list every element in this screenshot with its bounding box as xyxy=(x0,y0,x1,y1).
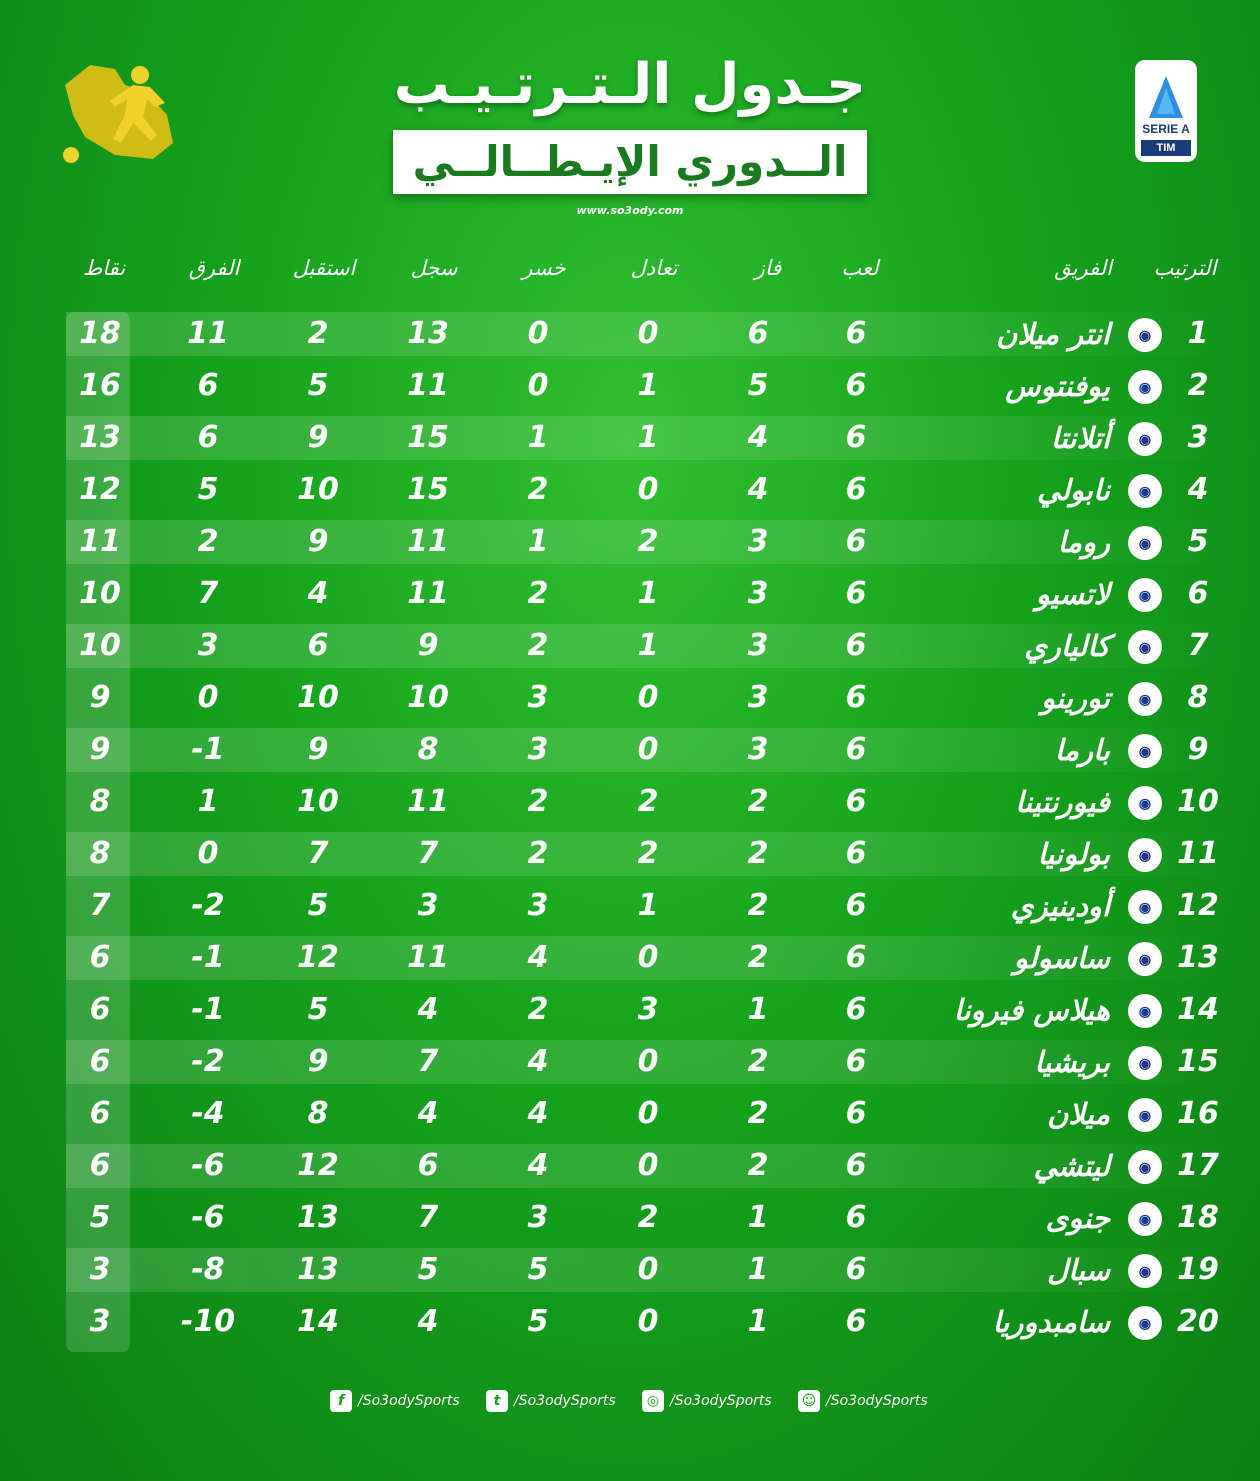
goals-for-cell: 6 xyxy=(417,1148,439,1183)
diff-cell: -10 xyxy=(180,1304,236,1339)
played-cell: 6 xyxy=(845,472,867,507)
points-cell: 13 xyxy=(79,420,121,455)
team-name: بريشيا xyxy=(1034,1045,1110,1079)
won-cell: 3 xyxy=(747,680,769,715)
team-crest-icon: ◉ xyxy=(1128,1098,1162,1132)
team-crest-icon: ◉ xyxy=(1128,474,1162,508)
goals-against-cell: 13 xyxy=(297,1200,339,1235)
lost-cell: 4 xyxy=(527,940,549,975)
drawn-cell: 0 xyxy=(637,1304,659,1339)
points-cell: 8 xyxy=(89,784,111,819)
lost-cell: 5 xyxy=(527,1252,549,1287)
lost-cell: 5 xyxy=(527,1304,549,1339)
goals-for-cell: 11 xyxy=(407,576,449,611)
won-cell: 2 xyxy=(747,940,769,975)
rank-cell: 13 xyxy=(1177,940,1219,975)
goals-for-cell: 5 xyxy=(417,1252,439,1287)
played-cell: 6 xyxy=(845,420,867,455)
table-row xyxy=(66,728,1226,772)
drawn-cell: 0 xyxy=(637,472,659,507)
diff-cell: 2 xyxy=(197,524,219,559)
played-cell: 6 xyxy=(845,680,867,715)
table-row xyxy=(66,676,1226,720)
drawn-cell: 0 xyxy=(637,732,659,767)
goals-against-cell: 4 xyxy=(307,576,329,611)
diff-cell: 6 xyxy=(197,368,219,403)
goals-against-cell: 9 xyxy=(307,732,329,767)
lost-cell: 4 xyxy=(527,1096,549,1131)
team-name: ميلان xyxy=(1047,1097,1110,1131)
played-cell: 6 xyxy=(845,1200,867,1235)
diff-cell: 6 xyxy=(197,420,219,455)
rank-cell: 1 xyxy=(1187,316,1209,351)
goals-for-cell: 7 xyxy=(417,1044,439,1079)
lost-cell: 0 xyxy=(527,368,549,403)
rank-cell: 8 xyxy=(1187,680,1209,715)
website-url: www.so3ody.com xyxy=(576,204,684,217)
won-cell: 3 xyxy=(747,732,769,767)
team-crest-icon: ◉ xyxy=(1128,1254,1162,1288)
table-row xyxy=(66,416,1226,460)
team-crest-icon: ◉ xyxy=(1128,370,1162,404)
table-row xyxy=(66,624,1226,668)
diff-cell: -6 xyxy=(191,1148,225,1183)
goals-for-cell: 11 xyxy=(407,368,449,403)
played-cell: 6 xyxy=(845,732,867,767)
goals-for-cell: 4 xyxy=(417,1096,439,1131)
rank-cell: 14 xyxy=(1177,992,1219,1027)
won-cell: 3 xyxy=(747,576,769,611)
diff-cell: -1 xyxy=(191,940,225,975)
header-team: الفريق xyxy=(1054,256,1112,280)
won-cell: 4 xyxy=(747,420,769,455)
diff-cell: -2 xyxy=(191,888,225,923)
header-played: لعب xyxy=(841,256,879,280)
rank-cell: 4 xyxy=(1187,472,1209,507)
points-cell: 9 xyxy=(89,732,111,767)
played-cell: 6 xyxy=(845,1252,867,1287)
table-row xyxy=(66,780,1226,824)
won-cell: 2 xyxy=(747,836,769,871)
played-cell: 6 xyxy=(845,1148,867,1183)
lost-cell: 0 xyxy=(527,316,549,351)
team-crest-icon: ◉ xyxy=(1128,1150,1162,1184)
team-crest-icon: ◉ xyxy=(1128,942,1162,976)
page-title: جـدول الـتـرتـيـب xyxy=(393,52,867,117)
drawn-cell: 1 xyxy=(637,888,659,923)
team-name: كالياري xyxy=(1024,629,1110,663)
diff-cell: 7 xyxy=(197,576,219,611)
table-row xyxy=(66,468,1226,512)
points-cell: 6 xyxy=(89,1148,111,1183)
goals-against-cell: 5 xyxy=(307,992,329,1027)
points-cell: 6 xyxy=(89,1044,111,1079)
table-row xyxy=(66,936,1226,980)
points-cell: 16 xyxy=(79,368,121,403)
goals-for-cell: 11 xyxy=(407,784,449,819)
team-crest-icon: ◉ xyxy=(1128,786,1162,820)
diff-cell: 5 xyxy=(197,472,219,507)
lost-cell: 4 xyxy=(527,1044,549,1079)
goals-for-cell: 15 xyxy=(407,420,449,455)
table-row xyxy=(66,988,1226,1032)
rank-cell: 16 xyxy=(1177,1096,1219,1131)
points-cell: 6 xyxy=(89,992,111,1027)
subtitle-box xyxy=(393,130,867,194)
won-cell: 2 xyxy=(747,1096,769,1131)
header-won: فاز xyxy=(754,256,782,280)
so3ody-brand-logo xyxy=(55,55,185,170)
team-crest-icon: ◉ xyxy=(1128,422,1162,456)
team-crest-icon: ◉ xyxy=(1128,630,1162,664)
team-name: روما xyxy=(1057,525,1110,559)
rank-cell: 9 xyxy=(1187,732,1209,767)
diff-cell: 11 xyxy=(187,316,229,351)
header-lost: خسر xyxy=(522,256,566,280)
team-name: انتر ميلان xyxy=(996,317,1110,351)
drawn-cell: 2 xyxy=(637,784,659,819)
played-cell: 6 xyxy=(845,784,867,819)
goals-for-cell: 9 xyxy=(417,628,439,663)
played-cell: 6 xyxy=(845,524,867,559)
diff-cell: -1 xyxy=(191,732,225,767)
goals-against-cell: 8 xyxy=(307,1096,329,1131)
diff-cell: -6 xyxy=(191,1200,225,1235)
goals-for-cell: 13 xyxy=(407,316,449,351)
goals-against-cell: 5 xyxy=(307,368,329,403)
goals-against-cell: 12 xyxy=(297,940,339,975)
team-name: بارما xyxy=(1054,733,1110,767)
serie-a-shield-icon xyxy=(1147,74,1185,120)
goals-against-cell: 7 xyxy=(307,836,329,871)
diff-cell: 3 xyxy=(197,628,219,663)
points-cell: 7 xyxy=(89,888,111,923)
lost-cell: 2 xyxy=(527,628,549,663)
serie-a-logo xyxy=(1135,60,1197,162)
won-cell: 2 xyxy=(747,1044,769,1079)
rank-cell: 11 xyxy=(1177,836,1219,871)
rank-cell: 15 xyxy=(1177,1044,1219,1079)
played-cell: 6 xyxy=(845,628,867,663)
played-cell: 6 xyxy=(845,888,867,923)
goals-against-cell: 10 xyxy=(297,784,339,819)
social-handle: /So3odySports xyxy=(358,1393,460,1409)
drawn-cell: 1 xyxy=(637,420,659,455)
diff-cell: 0 xyxy=(197,680,219,715)
team-name: فيورنتينا xyxy=(1015,785,1110,819)
lost-cell: 2 xyxy=(527,784,549,819)
goals-for-cell: 11 xyxy=(407,524,449,559)
won-cell: 4 xyxy=(747,472,769,507)
points-cell: 18 xyxy=(79,316,121,351)
diff-cell: -2 xyxy=(191,1044,225,1079)
social-handle: /So3odySports xyxy=(514,1393,616,1409)
goals-against-cell: 14 xyxy=(297,1304,339,1339)
team-name: أتلانتا xyxy=(1050,421,1110,455)
goals-for-cell: 10 xyxy=(407,680,449,715)
drawn-cell: 1 xyxy=(637,368,659,403)
table-row xyxy=(66,520,1226,564)
social-links xyxy=(330,1386,950,1416)
drawn-cell: 2 xyxy=(637,524,659,559)
lost-cell: 3 xyxy=(527,1200,549,1235)
team-name: لاتسيو xyxy=(1035,577,1110,611)
rank-cell: 6 xyxy=(1187,576,1209,611)
points-cell: 6 xyxy=(89,1096,111,1131)
goals-against-cell: 12 xyxy=(297,1148,339,1183)
goals-for-cell: 11 xyxy=(407,940,449,975)
lost-cell: 1 xyxy=(527,524,549,559)
goals-against-cell: 13 xyxy=(297,1252,339,1287)
team-crest-icon: ◉ xyxy=(1128,1046,1162,1080)
lost-cell: 1 xyxy=(527,420,549,455)
lost-cell: 3 xyxy=(527,680,549,715)
twitter-icon: t xyxy=(486,1390,508,1412)
rank-cell: 18 xyxy=(1177,1200,1219,1235)
rank-cell: 5 xyxy=(1187,524,1209,559)
points-cell: 10 xyxy=(79,628,121,663)
rank-cell: 10 xyxy=(1177,784,1219,819)
rank-cell: 20 xyxy=(1177,1304,1219,1339)
goals-against-cell: 9 xyxy=(307,524,329,559)
drawn-cell: 0 xyxy=(637,1148,659,1183)
drawn-cell: 2 xyxy=(637,836,659,871)
table-row xyxy=(66,572,1226,616)
goals-for-cell: 4 xyxy=(417,992,439,1027)
team-name: جنوى xyxy=(1045,1201,1110,1235)
page-subtitle: الــدوري الإيـطــالــي xyxy=(412,137,848,186)
social-link[interactable] xyxy=(330,1386,460,1416)
instagram-icon: ◎ xyxy=(642,1390,664,1412)
goals-for-cell: 7 xyxy=(417,836,439,871)
points-cell: 9 xyxy=(89,680,111,715)
goals-for-cell: 8 xyxy=(417,732,439,767)
drawn-cell: 3 xyxy=(637,992,659,1027)
rank-cell: 12 xyxy=(1177,888,1219,923)
rank-cell: 7 xyxy=(1187,628,1209,663)
table-row xyxy=(66,884,1226,928)
won-cell: 2 xyxy=(747,784,769,819)
played-cell: 6 xyxy=(845,576,867,611)
lost-cell: 2 xyxy=(527,576,549,611)
rank-cell: 3 xyxy=(1187,420,1209,455)
facebook-icon: f xyxy=(330,1390,352,1412)
won-cell: 1 xyxy=(747,1252,769,1287)
played-cell: 6 xyxy=(845,940,867,975)
team-crest-icon: ◉ xyxy=(1128,890,1162,924)
goals-against-cell: 10 xyxy=(297,472,339,507)
won-cell: 1 xyxy=(747,1200,769,1235)
points-cell: 3 xyxy=(89,1304,111,1339)
drawn-cell: 0 xyxy=(637,1252,659,1287)
lost-cell: 3 xyxy=(527,732,549,767)
drawn-cell: 0 xyxy=(637,680,659,715)
goals-against-cell: 5 xyxy=(307,888,329,923)
team-name: سامبدوريا xyxy=(992,1305,1110,1339)
points-cell: 10 xyxy=(79,576,121,611)
lost-cell: 2 xyxy=(527,472,549,507)
points-cell: 5 xyxy=(89,1200,111,1235)
played-cell: 6 xyxy=(845,836,867,871)
table-row xyxy=(66,364,1226,408)
drawn-cell: 0 xyxy=(637,1044,659,1079)
social-link[interactable] xyxy=(798,1386,928,1416)
team-crest-icon: ◉ xyxy=(1128,838,1162,872)
team-name: هيلاس فيرونا xyxy=(953,993,1110,1027)
team-name: بولونيا xyxy=(1037,837,1110,871)
social-handle: /So3odySports xyxy=(826,1393,928,1409)
team-name: ليتشي xyxy=(1033,1149,1110,1183)
goals-against-cell: 10 xyxy=(297,680,339,715)
team-name: يوفنتوس xyxy=(1005,369,1110,403)
won-cell: 5 xyxy=(747,368,769,403)
goals-for-cell: 15 xyxy=(407,472,449,507)
lost-cell: 3 xyxy=(527,888,549,923)
points-cell: 12 xyxy=(79,472,121,507)
played-cell: 6 xyxy=(845,1304,867,1339)
rank-cell: 19 xyxy=(1177,1252,1219,1287)
won-cell: 3 xyxy=(747,628,769,663)
team-crest-icon: ◉ xyxy=(1128,682,1162,716)
table-row xyxy=(66,312,1226,356)
team-name: نابولي xyxy=(1037,473,1110,507)
team-crest-icon: ◉ xyxy=(1128,526,1162,560)
goals-against-cell: 6 xyxy=(307,628,329,663)
team-crest-icon: ◉ xyxy=(1128,318,1162,352)
table-row xyxy=(66,1248,1226,1292)
won-cell: 6 xyxy=(747,316,769,351)
points-cell: 3 xyxy=(89,1252,111,1287)
goals-against-cell: 9 xyxy=(307,1044,329,1079)
team-name: أودينيزي xyxy=(1010,889,1110,923)
snapchat-icon: ☺ xyxy=(798,1390,820,1412)
lost-cell: 2 xyxy=(527,992,549,1027)
drawn-cell: 1 xyxy=(637,576,659,611)
table-row xyxy=(66,1300,1226,1344)
header-ga: استقبل xyxy=(292,256,356,280)
header-rank: الترتيب xyxy=(1153,256,1217,280)
team-name: ساسولو xyxy=(1013,941,1110,975)
won-cell: 3 xyxy=(747,524,769,559)
goals-for-cell: 3 xyxy=(417,888,439,923)
lost-cell: 2 xyxy=(527,836,549,871)
rank-cell: 17 xyxy=(1177,1148,1219,1183)
points-cell: 6 xyxy=(89,940,111,975)
header-drawn: تعادل xyxy=(630,256,678,280)
table-row xyxy=(66,832,1226,876)
rank-cell: 2 xyxy=(1187,368,1209,403)
serie-a-sponsor: TIM xyxy=(1141,140,1191,156)
played-cell: 6 xyxy=(845,368,867,403)
serie-a-label: SERIE A xyxy=(1142,122,1190,136)
drawn-cell: 1 xyxy=(637,628,659,663)
points-cell: 11 xyxy=(79,524,121,559)
goals-against-cell: 2 xyxy=(307,316,329,351)
diff-cell: 0 xyxy=(197,836,219,871)
social-link[interactable] xyxy=(486,1386,616,1416)
won-cell: 2 xyxy=(747,888,769,923)
diff-cell: -8 xyxy=(191,1252,225,1287)
diff-cell: 1 xyxy=(197,784,219,819)
social-handle: /So3odySports xyxy=(670,1393,772,1409)
table-row xyxy=(66,1092,1226,1136)
table-row xyxy=(66,1144,1226,1188)
social-link[interactable] xyxy=(642,1386,772,1416)
played-cell: 6 xyxy=(845,1096,867,1131)
drawn-cell: 0 xyxy=(637,316,659,351)
points-cell: 8 xyxy=(89,836,111,871)
team-crest-icon: ◉ xyxy=(1128,994,1162,1028)
played-cell: 6 xyxy=(845,1044,867,1079)
team-crest-icon: ◉ xyxy=(1128,578,1162,612)
team-crest-icon: ◉ xyxy=(1128,1202,1162,1236)
drawn-cell: 0 xyxy=(637,940,659,975)
drawn-cell: 0 xyxy=(637,1096,659,1131)
won-cell: 2 xyxy=(747,1148,769,1183)
header-diff: الفرق xyxy=(188,256,240,280)
goals-for-cell: 4 xyxy=(417,1304,439,1339)
drawn-cell: 2 xyxy=(637,1200,659,1235)
team-crest-icon: ◉ xyxy=(1128,1306,1162,1340)
table-row xyxy=(66,1196,1226,1240)
diff-cell: -4 xyxy=(191,1096,225,1131)
header-gf: سجل xyxy=(410,256,458,280)
team-crest-icon: ◉ xyxy=(1128,734,1162,768)
lost-cell: 4 xyxy=(527,1148,549,1183)
goals-against-cell: 9 xyxy=(307,420,329,455)
header-points: نقاط xyxy=(82,256,126,280)
played-cell: 6 xyxy=(845,992,867,1027)
won-cell: 1 xyxy=(747,1304,769,1339)
table-row xyxy=(66,1040,1226,1084)
won-cell: 1 xyxy=(747,992,769,1027)
played-cell: 6 xyxy=(845,316,867,351)
team-name: سبال xyxy=(1047,1253,1110,1287)
goals-for-cell: 7 xyxy=(417,1200,439,1235)
diff-cell: -1 xyxy=(191,992,225,1027)
team-name: تورينو xyxy=(1041,681,1110,715)
